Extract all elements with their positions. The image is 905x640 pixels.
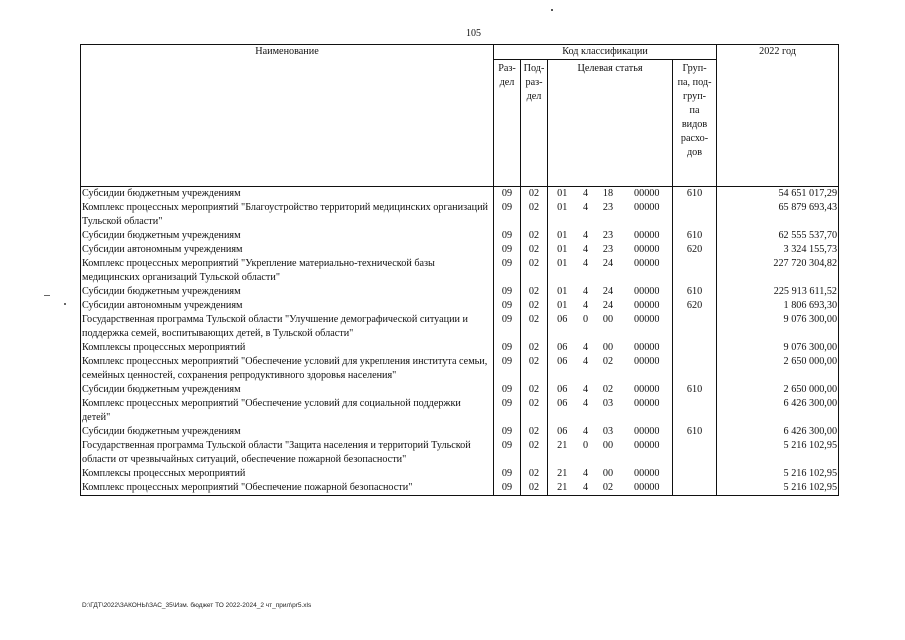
cell-razdel: 09 [494,425,521,439]
table-row [81,243,839,257]
budget-table-sheet [80,44,838,496]
cell-razdel: 09 [494,439,521,467]
cell-target-type: 4 [582,188,589,199]
cell-name: Комплекс процессных мероприятий "Благоустройство территорий медицинских организаций Тульской области" [81,201,494,229]
cell-target-type: 4 [577,481,595,496]
cell-target-subprogram: 02 [595,481,622,496]
table-row [81,229,839,243]
cell-target-type: 4 [582,258,589,269]
cell-amount: 62 555 537,70 [717,229,839,243]
cell-target-program: 01 [548,257,577,285]
table-row [81,187,839,202]
file-path-footer: D:\ГДТ\2022\ЗАКОНЫ\ЗАС_35\Изм. бюджет ТО 2022-2024_2 чт_прил\pr5.xls [82,602,312,609]
cell-name: Субсидии бюджетным учреждениям [81,383,494,397]
cell-target-type: 4 [582,384,589,395]
cell-expense-group: 620 [673,299,717,313]
budget-table [80,44,839,496]
cell-target-direction: 00000 [622,467,673,481]
cell-target-direction: 00000 [622,313,673,341]
table-row [81,257,839,285]
cell-podrazdel: 02 [521,397,548,425]
cell-razdel: 09 [494,313,521,341]
cell-target-program: 21 [548,467,577,481]
cell-razdel: 09 [494,187,521,202]
cell-amount: 54 651 017,29 [717,187,839,202]
cell-target-direction: 00000 [622,257,673,285]
cell-podrazdel: 02 [521,201,548,229]
cell-target-program: 06 [548,355,577,383]
cell-expense-group: 610 [673,285,717,299]
cell-target-direction: 00000 [622,201,673,229]
cell-target-subprogram: 24 [602,300,614,311]
cell-target-direction: 00000 [622,439,673,467]
cell-expense-group: 620 [673,243,717,257]
cell-target-program: 06 [548,313,577,341]
cell-name: Комплекс процессных мероприятий "Обеспечение пожарной безопасности" [81,481,494,496]
cell-target-program: 21 [548,439,577,467]
cell-name: Субсидии бюджетным учреждениям [81,425,494,439]
cell-name: Комплексы процессных мероприятий [81,341,494,355]
cell-amount: 9 076 300,00 [717,313,839,341]
cell-name: Комплекс процессных мероприятий "Укрепление материально-технической базы медицинских организаций Тульской области" [81,257,494,285]
cell-target-type: 4 [582,230,589,241]
cell-podrazdel: 02 [521,355,548,383]
cell-name: Комплексы процессных мероприятий [81,467,494,481]
cell-target-direction: 00000 [622,229,673,243]
cell-expense-group [673,397,717,425]
cell-target-direction: 00000 [622,425,673,439]
cell-expense-group [673,341,717,355]
cell-podrazdel: 02 [521,383,548,397]
cell-expense-group: 610 [673,425,717,439]
table-row [81,467,839,481]
cell-target-type: 4 [582,468,589,479]
cell-name: Комплекс процессных мероприятий "Обеспечение условий для социальной поддержки детей" [81,397,494,425]
table-body [81,187,839,496]
cell-expense-group [673,481,717,496]
cell-target-program: 01 [548,285,577,299]
cell-razdel: 09 [494,201,521,229]
cell-razdel: 09 [494,243,521,257]
cell-target-program: 06 [548,425,577,439]
table-row [81,425,839,439]
cell-amount: 2 650 000,00 [717,355,839,383]
cell-expense-group [673,467,717,481]
cell-target-type: 4 [582,426,589,437]
cell-target-subprogram: 00 [602,314,614,325]
cell-target-type: 0 [582,440,589,451]
cell-target-subprogram: 18 [602,188,614,199]
cell-target-type: 4 [582,202,589,213]
cell-expense-group [673,201,717,229]
cell-expense-group: 610 [673,383,717,397]
cell-target-direction: 00000 [622,299,673,313]
page-number: 105 [466,28,481,39]
cell-target-type: 4 [582,300,589,311]
cell-target-program: 01 [548,187,577,202]
cell-expense-group: 610 [673,229,717,243]
cell-target-program: 06 [548,383,577,397]
scan-mark [64,303,66,305]
cell-podrazdel: 02 [521,243,548,257]
cell-target-program: 01 [548,299,577,313]
cell-target-subprogram: 23 [602,202,614,213]
cell-expense-group [673,439,717,467]
cell-target-subprogram: 23 [602,244,614,255]
cell-name: Государственная программа Тульской области "Защита населения и территорий Тульской области от чрезвычайных ситуаций, обеспечение пожарной безопасности" [81,439,494,467]
header-podrazdel: Под- раз- дел [521,60,548,187]
cell-razdel: 09 [494,229,521,243]
cell-target-subprogram: 23 [602,230,614,241]
table-row [81,383,839,397]
cell-razdel: 09 [494,397,521,425]
table-row [81,439,839,467]
cell-amount: 227 720 304,82 [717,257,839,285]
cell-target-subprogram: 03 [602,426,614,437]
cell-target-program: 01 [548,201,577,229]
cell-podrazdel: 02 [521,285,548,299]
cell-target-program: 06 [548,341,577,355]
cell-amount: 2 650 000,00 [717,383,839,397]
cell-target-type: 0 [582,314,589,325]
cell-razdel: 09 [494,467,521,481]
cell-razdel: 09 [494,355,521,383]
table-row [81,355,839,383]
cell-amount: 3 324 155,73 [717,243,839,257]
cell-target-type: 4 [582,342,589,353]
cell-target-direction: 00000 [622,481,673,496]
cell-razdel: 09 [494,383,521,397]
cell-name: Субсидии бюджетным учреждениям [81,285,494,299]
header-razdel: Раз- дел [494,60,521,187]
table-row [81,285,839,299]
cell-podrazdel: 02 [521,257,548,285]
cell-target-subprogram: 00 [602,468,614,479]
cell-podrazdel: 02 [521,467,548,481]
header-code-group: Код классификации [494,45,717,60]
cell-podrazdel: 02 [521,341,548,355]
cell-podrazdel: 02 [521,299,548,313]
cell-podrazdel: 02 [521,313,548,341]
cell-expense-group [673,355,717,383]
cell-name: Субсидии бюджетным учреждениям [81,187,494,202]
table-row [81,481,839,496]
cell-target-program: 21 [548,481,577,496]
cell-target-subprogram: 24 [602,258,614,269]
cell-target-subprogram: 00 [602,440,614,451]
table-row [81,201,839,229]
cell-target-subprogram: 00 [602,342,614,353]
cell-expense-group: 610 [673,187,717,202]
table-row [81,397,839,425]
cell-target-subprogram: 02 [602,384,614,395]
cell-amount: 225 913 611,52 [717,285,839,299]
cell-amount: 6 426 300,00 [717,397,839,425]
cell-target-subprogram: 03 [602,398,614,409]
cell-amount: 65 879 693,43 [717,201,839,229]
cell-razdel: 09 [494,481,521,496]
cell-target-type: 4 [582,356,589,367]
cell-name: Комплекс процессных мероприятий "Обеспечение условий для укрепления института семьи, семейных ценностей, сохранения репродуктивного здоровья населения" [81,355,494,383]
cell-amount: 5 216 102,95 [717,467,839,481]
cell-podrazdel: 02 [521,425,548,439]
scan-mark [44,295,50,296]
cell-target-type: 4 [582,244,589,255]
cell-name: Государственная программа Тульской области "Улучшение демографической ситуации и поддержка семей, воспитывающих детей, в Тульской области" [81,313,494,341]
header-target: Целевая статья [548,60,673,187]
cell-target-direction: 00000 [622,187,673,202]
cell-target-direction: 00000 [622,285,673,299]
header-year: 2022 год [717,45,839,187]
table-row [81,313,839,341]
cell-target-subprogram: 24 [602,286,614,297]
header-name: Наименование [81,45,494,187]
cell-name: Субсидии бюджетным учреждениям [81,229,494,243]
cell-target-program: 06 [548,397,577,425]
cell-name: Субсидии автономным учреждениям [81,243,494,257]
cell-razdel: 09 [494,285,521,299]
cell-target-direction: 00000 [622,355,673,383]
cell-razdel: 09 [494,257,521,285]
cell-amount: 5 216 102,95 [717,439,839,467]
header-group: Груп- па, под- груп- па видов расхо- дов [673,60,717,187]
cell-target-direction: 00000 [622,383,673,397]
cell-podrazdel: 02 [521,229,548,243]
cell-amount: 5 216 102,95 [717,481,839,496]
cell-target-type: 4 [582,398,589,409]
cell-amount: 6 426 300,00 [717,425,839,439]
table-row [81,299,839,313]
cell-amount: 1 806 693,30 [717,299,839,313]
cell-target-type: 4 [582,286,589,297]
cell-razdel: 09 [494,341,521,355]
scan-speck [551,9,553,11]
cell-expense-group [673,257,717,285]
cell-target-program: 01 [548,229,577,243]
table-row [81,341,839,355]
cell-podrazdel: 02 [521,481,548,496]
cell-razdel: 09 [494,299,521,313]
cell-target-direction: 00000 [622,243,673,257]
cell-target-program: 01 [548,243,577,257]
cell-target-direction: 00000 [622,341,673,355]
cell-expense-group [673,313,717,341]
cell-target-subprogram: 02 [602,356,614,367]
cell-name: Субсидии автономным учреждениям [81,299,494,313]
cell-podrazdel: 02 [521,439,548,467]
cell-target-direction: 00000 [622,397,673,425]
cell-amount: 9 076 300,00 [717,341,839,355]
cell-podrazdel: 02 [521,187,548,202]
